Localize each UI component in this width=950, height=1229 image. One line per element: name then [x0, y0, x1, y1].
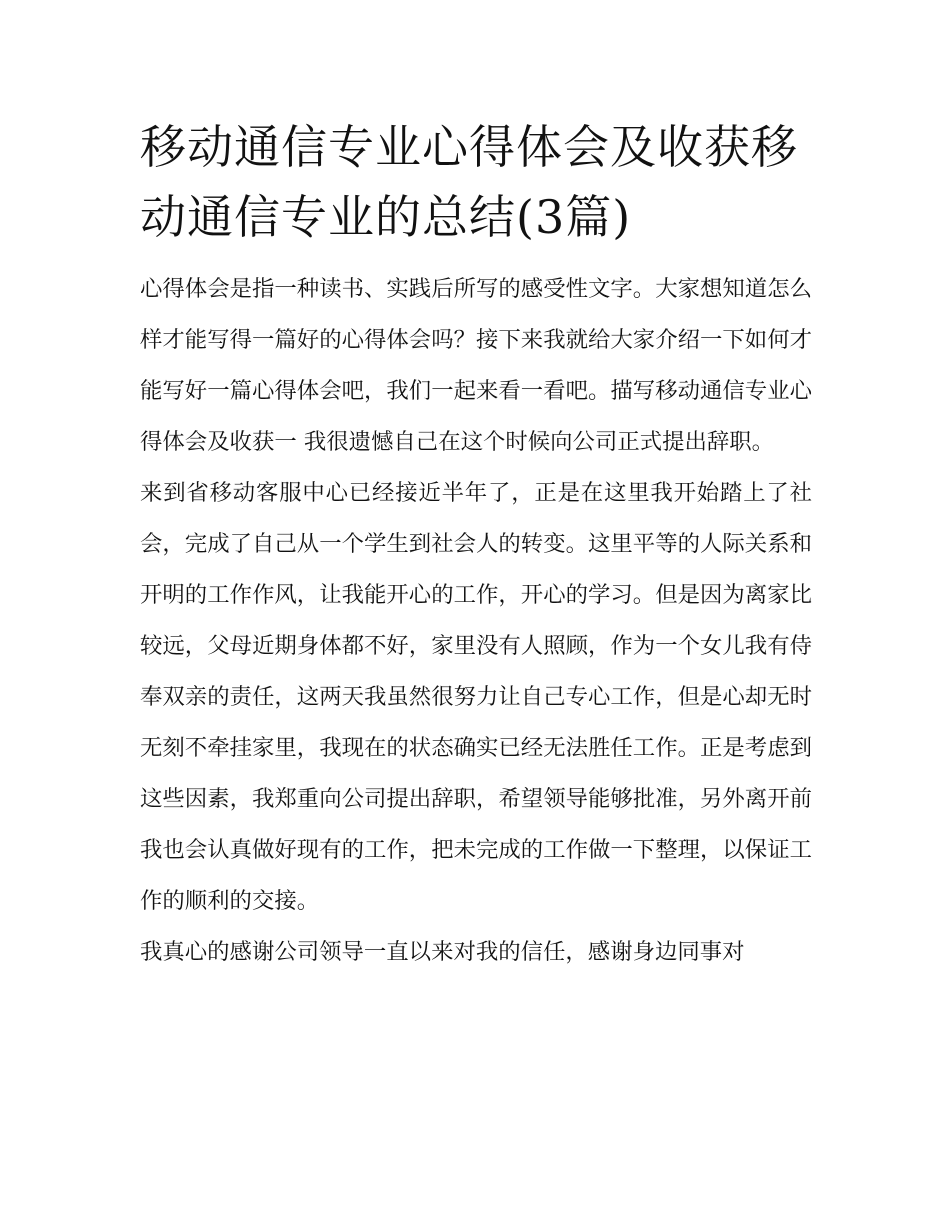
document-body — [140, 264, 812, 978]
document-page — [140, 112, 812, 978]
document-title: 移动通信专业心得体会及收获移动通信专业的总结(3篇) — [140, 120, 798, 244]
paragraph-intro: 心得体会是指一种读书、实践后所写的感受性文字。大家想知道怎么样才能写得一篇好的心得体会吗？接下来我就给大家介绍一下如何才能写好一篇心得体会吧，我们一起来看一看吧。描写移动通信专业心得体会及收获一 我很遗憾自己在这个时候向公司正式提出辞职。 — [140, 276, 812, 455]
paragraph-thanks: 我真心的感谢公司领导一直以来对我的信任，感谢身边同事对 — [140, 939, 745, 965]
paragraph-main: 来到省移动客服中心已经接近半年了，正是在这里我开始踏上了社会，完成了自己从一个学生到社会人的转变。这里平等的人际关系和开明的工作作风，让我能开心的工作，开心的学习。但是因为离家比较远，父母近期身体都不好，家里没有人照顾，作为一个女儿我有侍奉双亲的责任，这两天我虽然很努力让自己专心工作，但是心却无时无刻不牵挂家里，我现在的状态确实已经无法胜任工作。正是考虑到这些因素，我郑重向公司提出辞职，希望领导能够批准，另外离开前我也会认真做好现有的工作，把未完成的工作做一下整理，以保证工作的顺利的交接。 — [140, 480, 812, 914]
